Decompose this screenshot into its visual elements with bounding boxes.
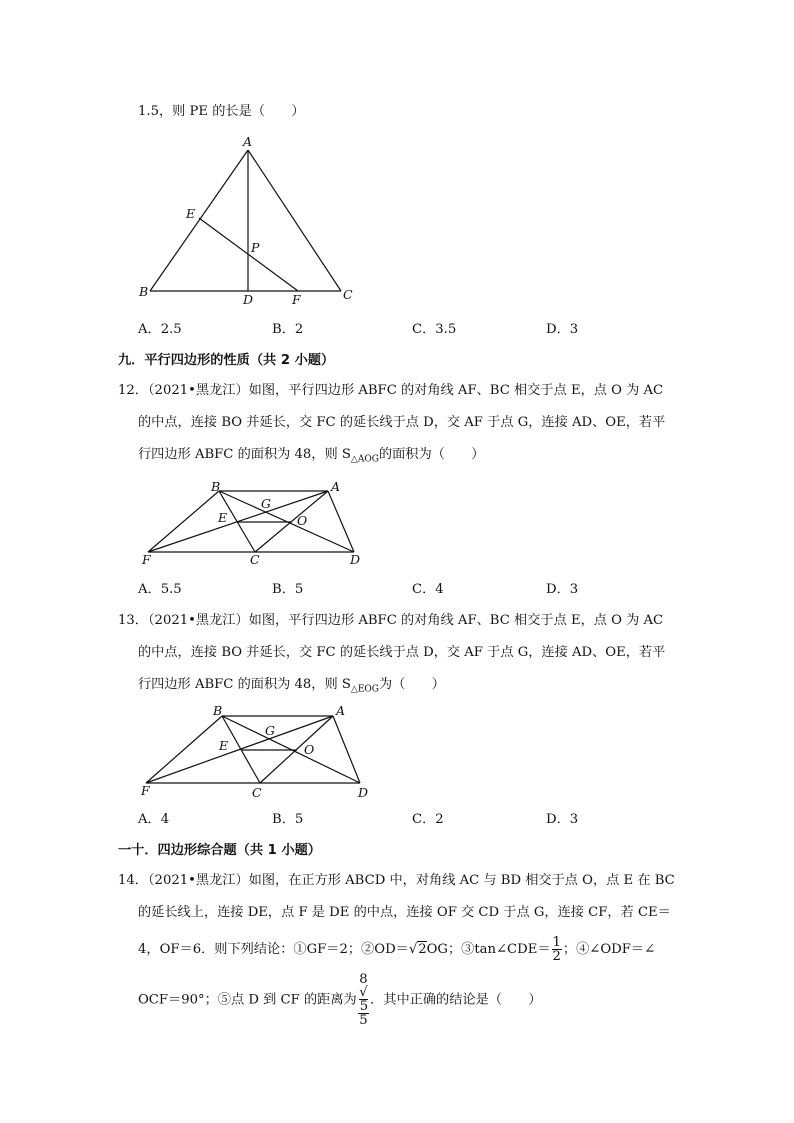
point-label-A: A bbox=[331, 479, 341, 494]
point-label-F: F bbox=[292, 292, 301, 307]
point-label-P: P bbox=[251, 240, 260, 255]
option-d: D．3 bbox=[546, 812, 579, 827]
point-label-G: G bbox=[265, 723, 275, 738]
point-label-D: D bbox=[358, 785, 369, 800]
option-b: B．2 bbox=[272, 322, 304, 337]
point-label-B: B bbox=[213, 703, 223, 718]
q12-line2: 的中点，连接 BO 并延长，交 FC 的延长线于点 D，交 AF 于点 G，连接 AD、OE，若平 bbox=[138, 415, 666, 430]
q14-line3: 4，OF＝6．则下列结论：①GF＝2；②OD＝√2OG；③tan∠CDE＝ $\frac{1}{2}$ ；④∠ODF＝∠ bbox=[138, 935, 656, 964]
option-c: C．4 bbox=[412, 582, 444, 597]
point-label-A: A bbox=[243, 134, 253, 149]
point-label-B: B bbox=[139, 284, 149, 299]
q11-text: 1.5，则 PE 的长是（ ） bbox=[138, 104, 305, 119]
q13-line3: 行四边形 ABFC 的面积为 48，则 $S_{\triangle EOG}$为（ ） bbox=[138, 677, 445, 695]
point-label-C: C bbox=[252, 785, 262, 800]
q14-line4: OCF＝90°；⑤点 D 到 CF 的距离为 8 √ 5 5 ．其中正确的结论是（ ） bbox=[138, 972, 542, 1028]
q13-line1: 13．（2021•黑龙江）如图，平行四边形 ABFC 的对角线 AF、BC 相交于点 E，点 O 为 AC bbox=[118, 613, 664, 628]
section-heading: 九．平行四边形的性质（共 2 小题） bbox=[118, 353, 335, 368]
point-label-D: D bbox=[243, 292, 254, 307]
q14-line2: 的延长线上，连接 DE，点 F 是 DE 的中点，连接 OF 交 CD 于点 G，连接 CF，若 CE＝ bbox=[138, 905, 671, 920]
option-a: A．5.5 bbox=[138, 582, 182, 597]
point-label-O: O bbox=[297, 513, 308, 528]
option-c: C．2 bbox=[412, 812, 444, 827]
point-label-O: O bbox=[304, 742, 315, 757]
option-d: D．3 bbox=[546, 322, 579, 337]
option-a: A．2.5 bbox=[138, 322, 182, 337]
point-label-A: A bbox=[336, 703, 346, 718]
point-label-B: B bbox=[211, 479, 221, 494]
point-label-F: F bbox=[141, 783, 150, 798]
point-label-D: D bbox=[350, 552, 361, 567]
point-label-F: F bbox=[142, 552, 151, 567]
point-label-C: C bbox=[343, 287, 353, 302]
option-b: B．5 bbox=[272, 582, 304, 597]
q14-line1: 14．（2021•黑龙江）如图，在正方形 ABCD 中，对角线 AC 与 BD 相交于点 O，点 E 在 BC bbox=[118, 873, 675, 888]
point-label-C: C bbox=[250, 552, 260, 567]
option-a: A．4 bbox=[138, 812, 170, 827]
point-label-E: E bbox=[186, 206, 196, 221]
point-label-E: E bbox=[219, 738, 229, 753]
option-d: D．3 bbox=[546, 582, 579, 597]
option-c: C．3.5 bbox=[412, 322, 457, 337]
point-label-G: G bbox=[261, 496, 271, 511]
section-heading: 一十．四边形综合题（共 1 小题） bbox=[118, 843, 321, 858]
option-b: B．5 bbox=[272, 812, 304, 827]
point-label-E: E bbox=[218, 510, 228, 525]
q13-line2: 的中点，连接 BO 并延长，交 FC 的延长线于点 D，交 AF 于点 G，连接 AD、OE，若平 bbox=[138, 645, 666, 660]
q12-line3: 行四边形 ABFC 的面积为 48，则 $S_{\triangle AOG}$的面积为（ ） bbox=[138, 447, 485, 465]
q12-line1: 12．（2021•黑龙江）如图，平行四边形 ABFC 的对角线 AF、BC 相交于点 E，点 O 为 AC bbox=[118, 383, 664, 398]
